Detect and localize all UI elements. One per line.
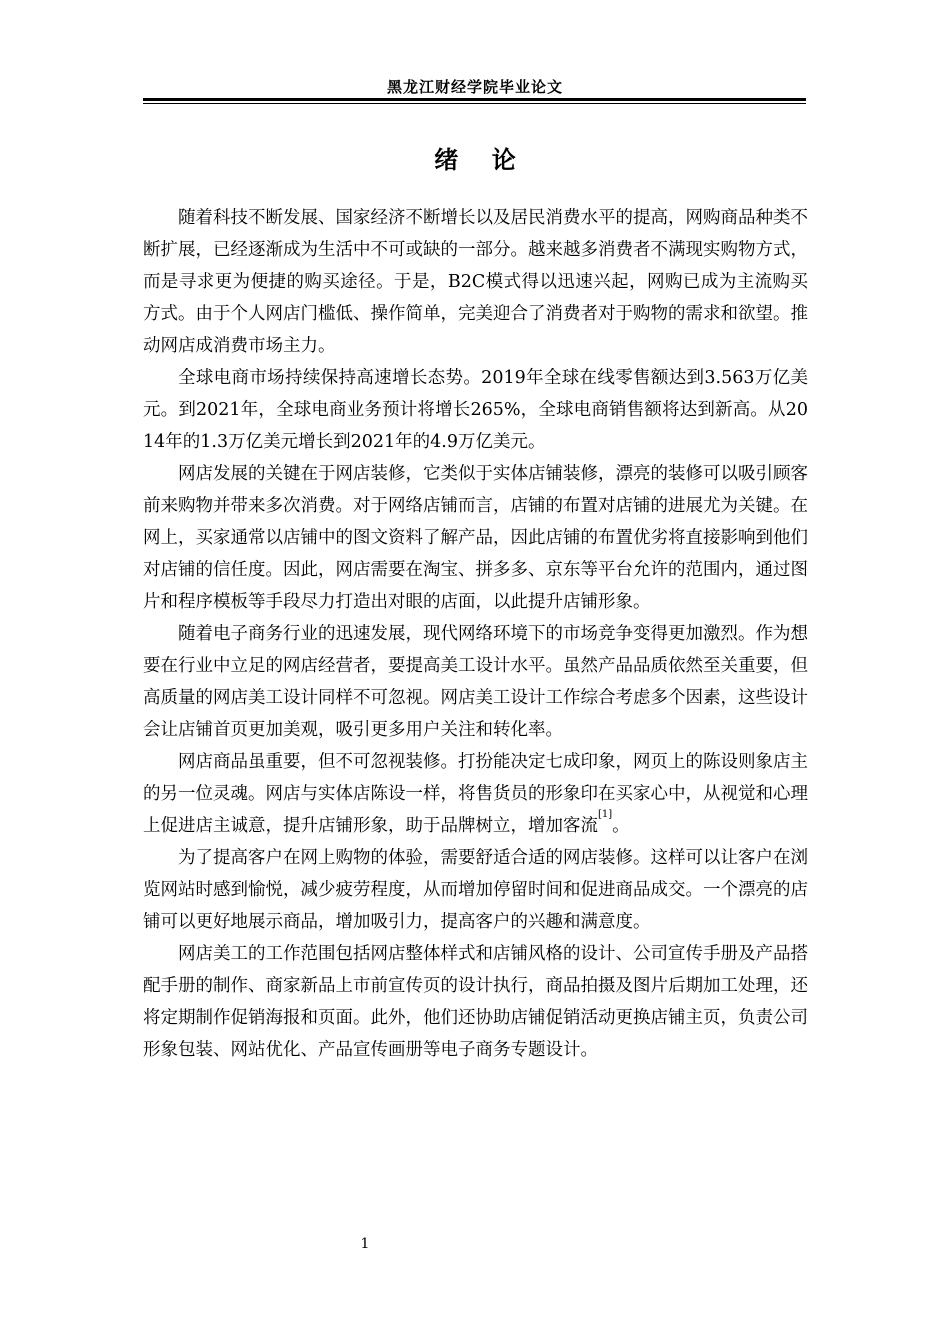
paragraph: 随着电子商务行业的迅速发展，现代网络环境下的市场竞争变得更加激烈。作为想要在行业中立足的网店经营者，要提高美工设计水平。虽然产品品质依然至关重要，但高质量的网店美工设计同样不可忽视。网店美工设计工作综合考虑多个因素，这些设计会让店铺首页更加美观，吸引更多用户关注和转化率。 [143, 624, 808, 740]
paragraph: 网店发展的关键在于网店装修，它类似于实体店铺装修，漂亮的装修可以吸引顾客前来购物并带来多次消费。对于网络店铺而言，店铺的布置对店铺的进展尤为关键。在网上，买家通常以店铺中的图文资料了解产品，因此店铺的布置优劣将直接影响到他们对店铺的信任度。因此，网店需要在淘宝、拼多多、京东等平台允许的范围内，通过图片和程序模板等手段尽力打造出对眼的店面，以此提升店铺形象。 [143, 464, 808, 612]
paragraph: 随着科技不断发展、国家经济不断增长以及居民消费水平的提高，网购商品种类不断扩展，已经逐渐成为生活中不可或缺的一部分。越来越多消费者不满现实购物方式，而是寻求更为便捷的购买途径。于是，B2C模式得以迅速兴起，网购已成为主流购买方式。由于个人网店门槛低、操作简单，完美迎合了消费者对于购物的需求和欲望。推动网店成消费市场主力。 [143, 208, 808, 356]
header-rule-thin [143, 103, 806, 104]
paragraph-text: 网店商品虽重要，但不可忽视装修。打扮能决定七成印象，网页上的陈设则象店主的另一位灵魂。网店与实体店陈设一样，将售货员的形象印在买家心中，从视觉和心理上促进店主诚意，提升店铺形象，助于品牌树立，增加客流 [143, 752, 808, 836]
page-number: 1 [360, 1236, 370, 1252]
section-heading: 绪 论 [434, 145, 516, 174]
paragraph: 全球电商市场持续保持高速增长态势。2019年全球在线零售额达到3.563万亿美元。到2021年，全球电商业务预计将增长265%，全球电商销售额将达到新高。从2014年的1.3万亿美元增长到2021年的4.9万亿美元。 [143, 368, 808, 452]
paragraph-tail: 。 [612, 816, 630, 836]
paragraph: 为了提高客户在网上购物的体验，需要舒适合适的网店装修。这样可以让客户在浏览网站时感到愉悦，减少疲劳程度，从而增加停留时间和促进商品成交。一个漂亮的店铺可以更好地展示商品，增加吸引力，提高客户的兴趣和满意度。 [143, 848, 808, 932]
running-header-title: 黑龙江财经学院毕业论文 [386, 78, 563, 96]
paragraph: 网店美工的工作范围包括网店整体样式和店铺风格的设计、公司宣传手册及产品搭配手册的制作、商家新品上市前宣传页的设计执行，商品拍摄及图片后期加工处理，还将定期制作促销海报和页面。此外，他们还协助店铺促销活动更换店铺主页，负责公司形象包装、网站优化、产品宣传画册等电子商务专题设计。 [143, 944, 808, 1060]
paragraph-with-citation [143, 746, 808, 842]
header-rule-thick [143, 98, 806, 101]
body-text [143, 202, 808, 1066]
citation-marker: [1] [598, 809, 613, 820]
